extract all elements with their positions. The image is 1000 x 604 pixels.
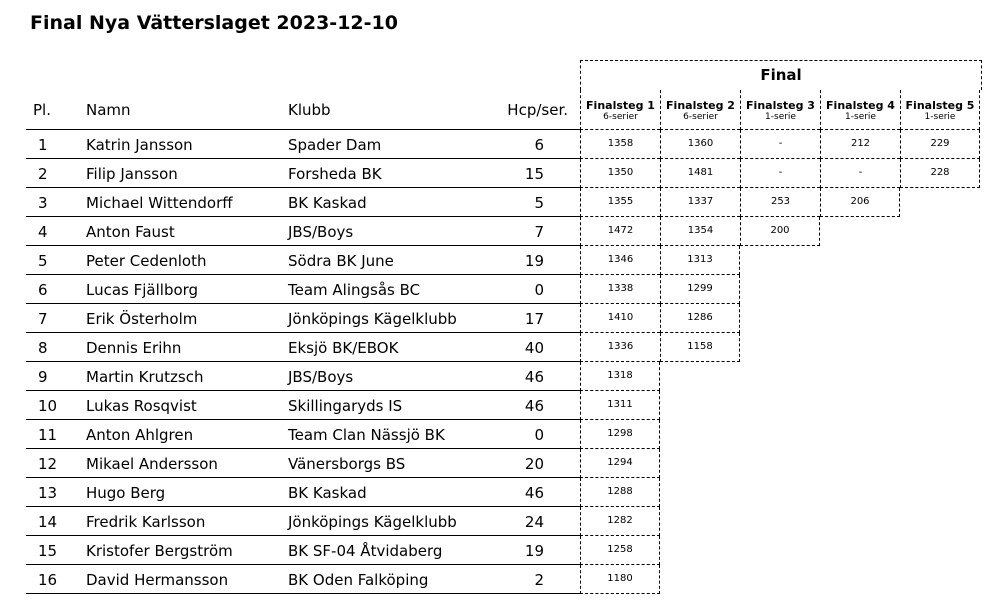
table-row bbox=[0, 188, 1000, 217]
handicap-cell: 0 bbox=[534, 426, 544, 444]
column-header-club: Klubb bbox=[288, 101, 331, 119]
score-cell-stage-2: 1299 bbox=[660, 275, 740, 304]
score-cell-stage-1: 1410 bbox=[580, 304, 660, 333]
player-name-cell: Lucas Fjällborg bbox=[86, 281, 199, 299]
table-row bbox=[0, 217, 1000, 246]
placement-cell: 6 bbox=[38, 281, 48, 299]
club-cell: Eksjö BK/EBOK bbox=[288, 339, 399, 357]
player-name-cell: Dennis Erihn bbox=[86, 339, 182, 357]
club-cell: Spader Dam bbox=[288, 136, 382, 154]
placement-cell: 15 bbox=[38, 542, 58, 560]
score-cell-stage-1: 1346 bbox=[580, 246, 660, 275]
handicap-cell: 46 bbox=[524, 368, 544, 386]
player-name-cell: Mikael Andersson bbox=[86, 455, 218, 473]
score-cell-stage-1: 1318 bbox=[580, 362, 660, 391]
final-group-header: Final bbox=[580, 60, 982, 90]
score-cell-stage-2: 1481 bbox=[660, 159, 740, 188]
stage-header-1 bbox=[580, 90, 660, 130]
table-row bbox=[0, 507, 1000, 536]
score-cell-stage-3: - bbox=[740, 159, 820, 188]
score-cell-stage-2: 1360 bbox=[660, 130, 740, 159]
table-row bbox=[0, 536, 1000, 565]
handicap-cell: 6 bbox=[534, 136, 544, 154]
placement-cell: 9 bbox=[38, 368, 48, 386]
placement-cell: 7 bbox=[38, 310, 48, 328]
score-cell-stage-1: 1311 bbox=[580, 391, 660, 420]
handicap-cell: 2 bbox=[534, 571, 544, 589]
club-cell: Team Clan Nässjö BK bbox=[288, 426, 445, 444]
table-row bbox=[0, 420, 1000, 449]
score-cell-stage-4: - bbox=[820, 159, 900, 188]
player-name-cell: Filip Jansson bbox=[86, 165, 178, 183]
score-cell-stage-1: 1282 bbox=[580, 507, 660, 536]
player-name-cell: Fredrik Karlsson bbox=[86, 513, 206, 531]
placement-cell: 5 bbox=[38, 252, 48, 270]
stage-series-count: 1-serie bbox=[765, 112, 796, 122]
player-name-cell: Erik Österholm bbox=[86, 310, 198, 328]
page-title: Final Nya Vätterslaget 2023-12-10 bbox=[30, 12, 398, 34]
stage-series-count: 1-serie bbox=[845, 112, 876, 122]
placement-cell: 8 bbox=[38, 339, 48, 357]
score-cell-stage-2: 1286 bbox=[660, 304, 740, 333]
stage-name: Finalsteg 4 bbox=[826, 99, 895, 112]
placement-cell: 10 bbox=[38, 397, 58, 415]
table-row bbox=[0, 565, 1000, 594]
table-row bbox=[0, 246, 1000, 275]
stage-header-2 bbox=[660, 90, 740, 130]
score-cell-stage-3: - bbox=[740, 130, 820, 159]
player-name-cell: Lukas Rosqvist bbox=[86, 397, 197, 415]
score-cell-stage-1: 1350 bbox=[580, 159, 660, 188]
player-name-cell: Hugo Berg bbox=[86, 484, 166, 502]
score-cell-stage-1: 1472 bbox=[580, 217, 660, 246]
score-cell-stage-4: 212 bbox=[820, 130, 900, 159]
score-cell-stage-2: 1158 bbox=[660, 333, 740, 362]
table-row bbox=[0, 159, 1000, 188]
table-row bbox=[0, 304, 1000, 333]
score-cell-stage-2: 1337 bbox=[660, 188, 740, 217]
score-cell-stage-1: 1355 bbox=[580, 188, 660, 217]
handicap-cell: 46 bbox=[524, 397, 544, 415]
placement-cell: 2 bbox=[38, 165, 48, 183]
club-cell: BK Oden Falköping bbox=[288, 571, 429, 589]
placement-cell: 16 bbox=[38, 571, 58, 589]
table-row bbox=[0, 362, 1000, 391]
player-name-cell: David Hermansson bbox=[86, 571, 229, 589]
placement-cell: 13 bbox=[38, 484, 58, 502]
table-row bbox=[0, 130, 1000, 159]
stage-series-count: 6-serier bbox=[603, 112, 638, 122]
column-header-handicap: Hcp/ser. bbox=[507, 101, 568, 119]
placement-cell: 12 bbox=[38, 455, 58, 473]
handicap-cell: 46 bbox=[524, 484, 544, 502]
table-row bbox=[0, 449, 1000, 478]
handicap-cell: 7 bbox=[534, 223, 544, 241]
handicap-cell: 0 bbox=[534, 281, 544, 299]
score-cell-stage-1: 1294 bbox=[580, 449, 660, 478]
score-cell-stage-4: 206 bbox=[820, 188, 900, 217]
player-name-cell: Kristofer Bergström bbox=[86, 542, 233, 560]
handicap-cell: 17 bbox=[524, 310, 544, 328]
stage-name: Finalsteg 2 bbox=[666, 99, 735, 112]
score-cell-stage-1: 1258 bbox=[580, 536, 660, 565]
stage-series-count: 6-serier bbox=[683, 112, 718, 122]
placement-cell: 3 bbox=[38, 194, 48, 212]
player-name-cell: Michael Wittendorff bbox=[86, 194, 233, 212]
stage-header-3 bbox=[740, 90, 820, 130]
stage-series-count: 1-serie bbox=[924, 112, 956, 122]
handicap-cell: 19 bbox=[524, 252, 544, 270]
score-cell-stage-1: 1298 bbox=[580, 420, 660, 449]
club-cell: JBS/Boys bbox=[288, 223, 354, 241]
handicap-cell: 19 bbox=[524, 542, 544, 560]
club-cell: BK Kaskad bbox=[288, 484, 367, 502]
club-cell: BK Kaskad bbox=[288, 194, 367, 212]
club-cell: Forsheda BK bbox=[288, 165, 382, 183]
score-cell-stage-3: 200 bbox=[740, 217, 820, 246]
club-cell: Skillingaryds IS bbox=[288, 397, 403, 415]
stage-header-5 bbox=[900, 90, 980, 130]
handicap-cell: 20 bbox=[524, 455, 544, 473]
column-header-name: Namn bbox=[86, 101, 131, 119]
club-cell: BK SF-04 Åtvidaberg bbox=[288, 542, 443, 560]
club-cell: Jönköpings Kägelklubb bbox=[288, 310, 457, 328]
score-cell-stage-3: 253 bbox=[740, 188, 820, 217]
player-name-cell: Katrin Jansson bbox=[86, 136, 193, 154]
club-cell: Jönköpings Kägelklubb bbox=[288, 513, 457, 531]
score-cell-stage-1: 1288 bbox=[580, 478, 660, 507]
placement-cell: 1 bbox=[38, 136, 48, 154]
row-divider bbox=[26, 593, 582, 594]
player-name-cell: Anton Faust bbox=[86, 223, 175, 241]
handicap-cell: 5 bbox=[534, 194, 544, 212]
handicap-cell: 15 bbox=[524, 165, 544, 183]
score-cell-stage-2: 1313 bbox=[660, 246, 740, 275]
table-row bbox=[0, 275, 1000, 304]
club-cell: Vänersborgs BS bbox=[288, 455, 406, 473]
table-row bbox=[0, 391, 1000, 420]
table-row bbox=[0, 333, 1000, 362]
player-name-cell: Martin Krutzsch bbox=[86, 368, 204, 386]
handicap-cell: 24 bbox=[524, 513, 544, 531]
score-cell-stage-5: 229 bbox=[900, 130, 980, 159]
player-name-cell: Anton Ahlgren bbox=[86, 426, 194, 444]
stage-name: Finalsteg 5 bbox=[905, 99, 975, 112]
stage-header-4 bbox=[820, 90, 900, 130]
club-cell: Team Alingsås BC bbox=[288, 281, 421, 299]
handicap-cell: 40 bbox=[524, 339, 544, 357]
stage-name: Finalsteg 3 bbox=[746, 99, 815, 112]
club-cell: JBS/Boys bbox=[288, 368, 354, 386]
score-cell-stage-1: 1180 bbox=[580, 565, 660, 594]
score-cell-stage-1: 1338 bbox=[580, 275, 660, 304]
score-cell-stage-1: 1336 bbox=[580, 333, 660, 362]
placement-cell: 11 bbox=[38, 426, 58, 444]
score-cell-stage-2: 1354 bbox=[660, 217, 740, 246]
stage-name: Finalsteg 1 bbox=[586, 99, 655, 112]
column-header-placement: Pl. bbox=[33, 101, 51, 119]
player-name-cell: Peter Cedenloth bbox=[86, 252, 207, 270]
club-cell: Södra BK June bbox=[288, 252, 394, 270]
placement-cell: 14 bbox=[38, 513, 58, 531]
placement-cell: 4 bbox=[38, 223, 48, 241]
score-cell-stage-5: 228 bbox=[900, 159, 980, 188]
score-cell-stage-1: 1358 bbox=[580, 130, 660, 159]
table-row bbox=[0, 478, 1000, 507]
